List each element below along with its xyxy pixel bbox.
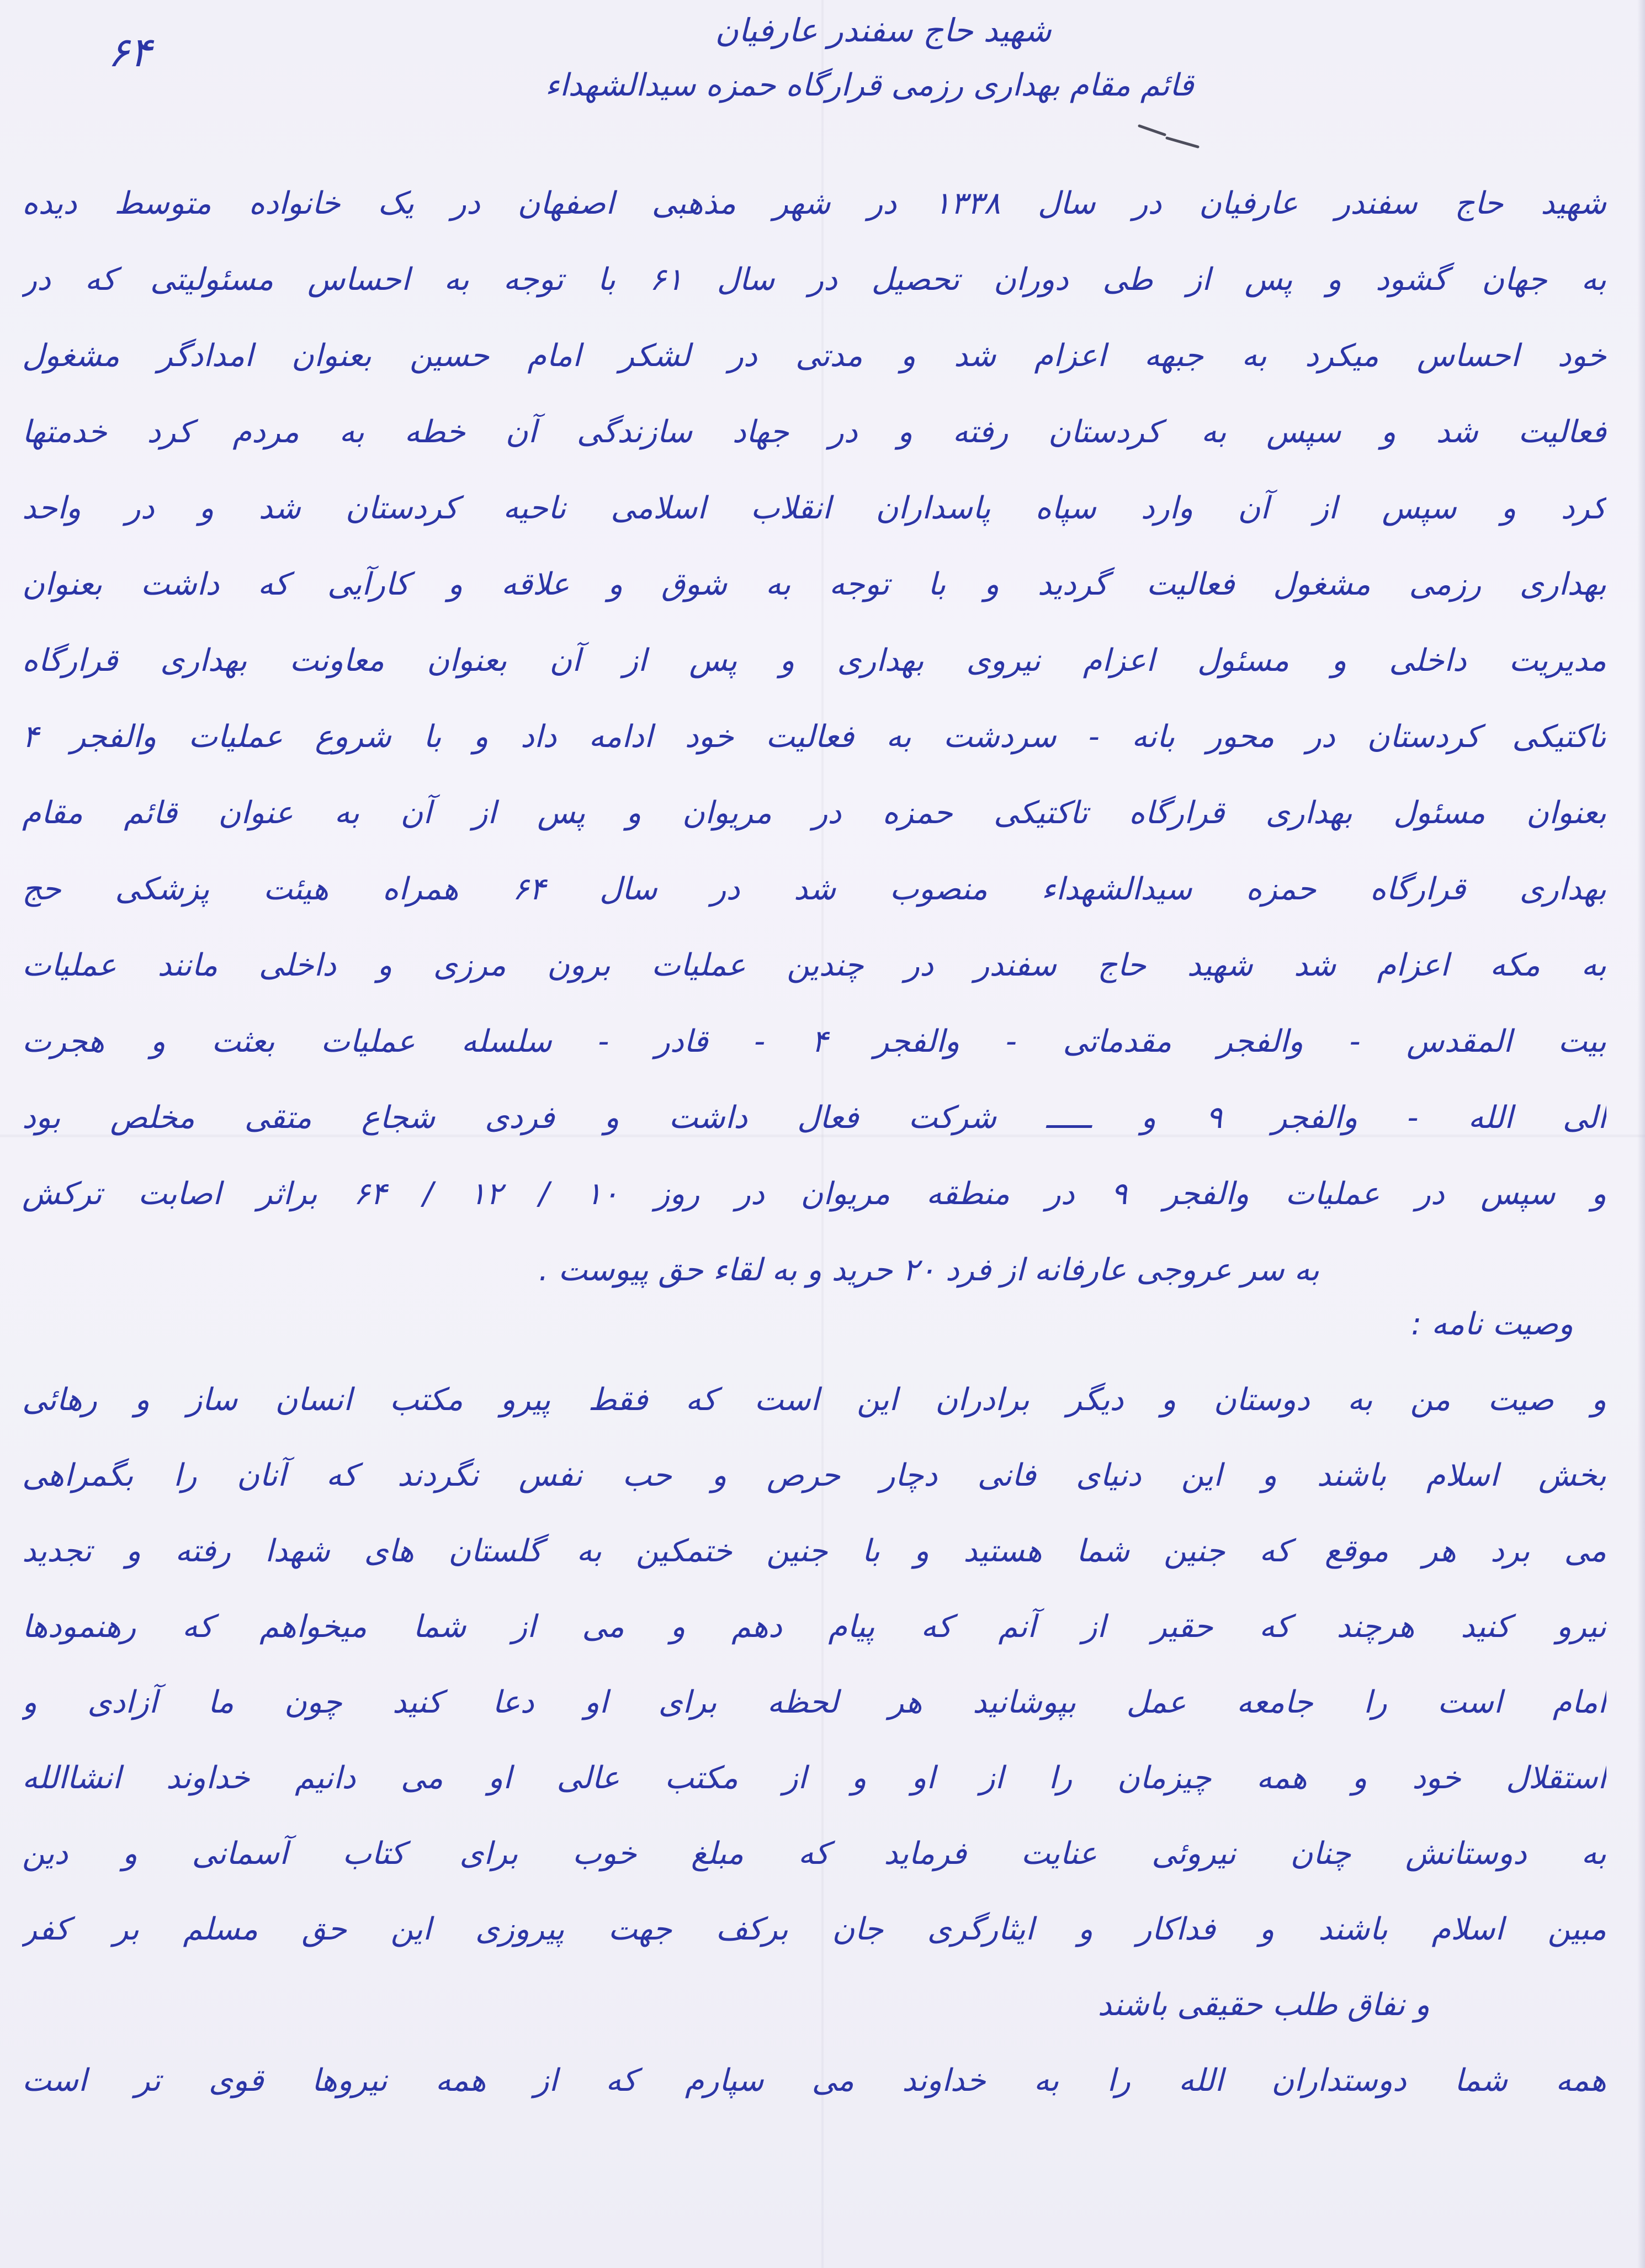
- scan-edge: [1637, 0, 1645, 2268]
- will-line: امام است را جامعه عمل بپوشانید هر لحظه برای او دعا کنید چون ما آزادی و: [22, 1684, 1606, 1720]
- page-title: شهید حاج سفندر عارفیان: [715, 12, 1052, 49]
- page-number: ۶۴: [108, 29, 152, 76]
- biography-line: و سپس در عملیات والفجر ۹ در منطقه مریوان در روز ۱۰ / ۱۲ / ۶۴ براثر اصابت ترکش: [22, 1176, 1606, 1212]
- biography-paragraph: [22, 166, 1606, 1308]
- will-line: به دوستانش چنان نیروئی عنایت فرماید که مبلغ خوب برای کتاب آسمانی و دین: [22, 1836, 1606, 1872]
- biography-line: به جهان گشود و پس از طی دوران تحصیل در سال ۶۱ با توجه به احساس مسئولیتی که در: [22, 262, 1606, 298]
- will-line: استقلال خود و همه چیزمان را از او و از مکتب عالی او می دانیم خداوند انشاالله: [22, 1760, 1606, 1796]
- will-line: و صیت من به دوستان و دیگر برادران این است که فقط پیرو مکتب انسان ساز و رهائی: [22, 1382, 1606, 1418]
- page-subtitle: قائم مقام بهداری رزمی قرارگاه حمزه سیدالشهداء: [545, 67, 1194, 103]
- biography-line: بهداری رزمی مشغول فعالیت گردید و با توجه به شوق و علاقه و کارآیی که داشت بعنوان: [22, 566, 1606, 602]
- biography-line: به سر عروجی عارفانه از فرد ۲۰ حرید و به لقاء حق پیوست .: [538, 1252, 1319, 1288]
- will-line: می برد هر موقع که جنین شما هستید و با جنین ختمکین به گلستان های شهدا رفته و تجدید: [22, 1533, 1606, 1569]
- staple-mark: [1136, 116, 1202, 149]
- biography-line: فعالیت شد و سپس به کردستان رفته و در جهاد سازندگی آن خطه به مردم کرد خدمتها: [22, 414, 1606, 450]
- will-line: بخش اسلام باشند و این دنیای فانی دچار حرص و حب نفس نگردند که آنان را بگمراهی: [22, 1458, 1606, 1493]
- will-line: و نفاق طلب حقیقی باشند: [1097, 1987, 1430, 2023]
- biography-line: مدیریت داخلی و مسئول اعزام نیروی بهداری و پس از آن بعنوان معاونت بهداری قرارگاه: [22, 643, 1606, 679]
- will-section: [22, 1286, 1606, 2118]
- biography-line: بعنوان مسئول بهداری قرارگاه تاکتیکی حمزه در مریوان و پس از آن به عنوان قائم مقام: [22, 795, 1606, 831]
- biography-line: به مکه اعزام شد شهید حاج سفندر در چندین عملیات برون مرزی و داخلی مانند عملیات: [22, 947, 1606, 983]
- biography-line: کرد و سپس از آن وارد سپاه پاسداران انقلاب اسلامی ناحیه کردستان شد و در واحد: [22, 490, 1606, 526]
- will-line: همه شما دوستداران الله را به خداوند می سپارم که از همه نیروها قوی تر است: [22, 2063, 1606, 2099]
- biography-line: تاکتیکی کردستان در محور بانه - سردشت به فعالیت خود ادامه داد و با شروع عملیات والفجر ۴: [22, 719, 1606, 755]
- will-line: نیرو کنید هرچند که حقیر از آنم که پیام دهم و می از شما میخواهم که رهنمودها: [22, 1609, 1606, 1645]
- biography-line: خود احساس میکرد به جبهه اعزام شد و مدتی در لشکر امام حسین بعنوان امدادگر مشغول: [22, 338, 1606, 374]
- biography-line: بیت المقدس - والفجر مقدماتی - والفجر ۴ - قادر - سلسله عملیات بعثت و هجرت: [22, 1024, 1606, 1059]
- will-line: مبین اسلام باشند و فداکار و ایثارگری جان برکف جهت پیروزی این حق مسلم بر کفر: [22, 1911, 1606, 1947]
- biography-line: الی الله - والفجر ۹ و ـــــ شرکت فعال داشت و فردی شجاع متقی مخلص بود: [22, 1100, 1606, 1136]
- biography-line: شهید حاج سفندر عارفیان در سال ۱۳۳۸ در شهر مذهبی اصفهان در یک خانواده متوسط دیده: [22, 186, 1606, 221]
- will-heading: وصیت نامه :: [1411, 1306, 1573, 1342]
- biography-line: بهداری قرارگاه حمزه سیدالشهداء منصوب شد در سال ۶۴ همراه هیئت پزشکی حج: [22, 871, 1606, 907]
